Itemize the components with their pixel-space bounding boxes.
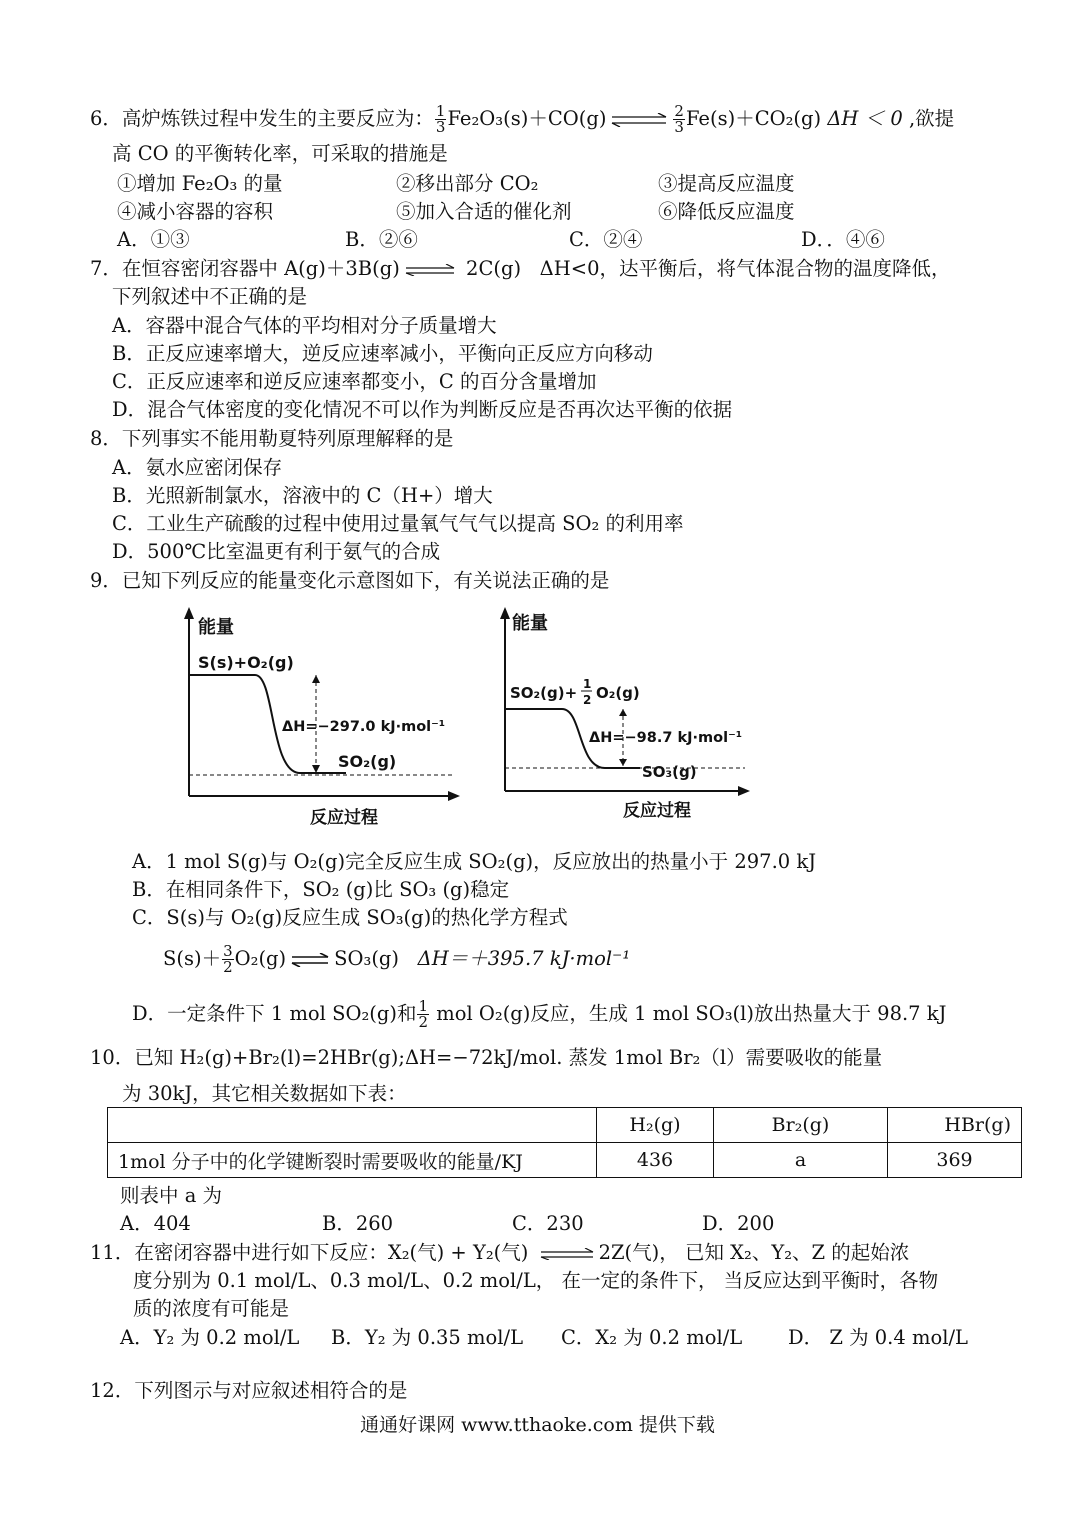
q9-stem: 9．已知下列反应的能量变化示意图如下，有关说法正确的是 (90, 569, 610, 592)
eq-frac-den: 2 (223, 958, 233, 976)
q8-option-a: A．氨水应密闭保存 (112, 456, 283, 479)
q11-stem-line3: 质的浓度有可能是 (133, 1297, 290, 1320)
product-label: SO₂(g) (338, 752, 397, 771)
reactant-frac-den: 2 (583, 693, 592, 707)
q10-option-d: D．200 (702, 1212, 775, 1235)
q9-option-d-frac (417, 999, 429, 1030)
q8-stem: 8．下列事实不能用勒夏特列原理解释的是 (90, 427, 454, 450)
eq-part1: S(s)＋ (163, 947, 222, 970)
arrow-down-icon (312, 765, 320, 773)
q7-option-b: B．正反应速率增大，逆反应速率减小，平衡向正反应方向移动 (112, 342, 653, 365)
q6-option-c: C．②④ (569, 228, 643, 251)
q7-stem-part2: 2C(g) (466, 257, 522, 280)
product-label: SO₃(g) (642, 763, 697, 781)
table-header-cell: HBr(g) (888, 1108, 1022, 1143)
table-cell: 1mol 分子中的化学键断裂时需要吸收的能量/KJ (108, 1143, 597, 1178)
y-axis-label: 能量 (198, 617, 234, 638)
eq-part2: O₂(g) (234, 947, 287, 970)
q6-option-b: B．②⑥ (345, 228, 418, 251)
q6-stem-suffix: ,欲提 (908, 107, 955, 130)
eq-delta-h: ΔH＝＋395.7 kJ·mol⁻¹ (417, 947, 631, 970)
q11-stem-part2: 2Z(气)， 已知 X₂、Y₂、Z 的起始浓 (598, 1241, 910, 1264)
q6-frac2-den: 3 (674, 118, 684, 136)
q9-option-b: B．在相同条件下，SO₂ (g)比 SO₃ (g)稳定 (132, 878, 510, 901)
eq-frac-num: 3 (223, 942, 233, 960)
delta-h-label: ΔH=−297.0 kJ·mol⁻¹ (282, 719, 446, 735)
q7-option-a: A．容器中混合气体的平均相对分子质量增大 (112, 314, 497, 337)
q11-stem-part1: 11．在密闭容器中进行如下反应：X₂(气) + Y₂(气) (90, 1241, 529, 1264)
q11-option-b: B．Y₂ 为 0.35 mol/L (331, 1326, 524, 1349)
arrow-up-icon (619, 709, 627, 716)
y-axis-arrow-icon (500, 607, 510, 619)
equilibrium-arrow-icon (610, 113, 668, 127)
q6-choice-2: ②移出部分 CO₂ (396, 172, 539, 195)
q12-stem: 12．下列图示与对应叙述相符合的是 (90, 1379, 408, 1402)
q8-option-d: D．500℃比室温更有利于氨气的合成 (112, 540, 441, 563)
q6-frac2-num: 2 (674, 102, 684, 120)
q6-frac1-num: 1 (435, 102, 446, 120)
eq-part3: SO₃(g) (334, 947, 400, 970)
table-cell: 369 (888, 1143, 1022, 1178)
table-header-cell: H₂(g) (597, 1108, 714, 1143)
q9-option-d-part2: mol O₂(g)反应，生成 1 mol SO₃(l)放出热量大于 98.7 kJ (436, 1002, 947, 1025)
eq-frac (222, 944, 234, 975)
q11-stem-line2: 度分别为 0.1 mol/L、0.3 mol/L、0.2 mol/L， 在一定的条件下， 当反应达到平衡时，各物 (133, 1269, 939, 1292)
q6-choice-5: ⑤加入合适的催化剂 (396, 200, 572, 223)
q10-option-a: A．404 (120, 1212, 191, 1235)
q7-stem-part1: 7．在恒容密闭容器中 A(g)＋3B(g) (90, 257, 400, 280)
q9-option-a: A．1 mol S(g)与 O₂(g)完全反应生成 SO₂(g)，反应放出的热量小于 297.0 kJ (132, 850, 817, 873)
q10-stem-line1: 10．已知 H₂(g)+Br₂(l)=2HBr(g);ΔH=−72kJ/mol. 蒸发 1mol Br₂（l）需要吸收的能量 (90, 1046, 883, 1069)
x-axis-label: 反应过程 (623, 801, 691, 821)
q9-option-d-frac-den: 2 (418, 1013, 429, 1031)
reactant-label: S(s)+O₂(g) (198, 653, 294, 672)
page-footer: 通通好课网 www.tthaoke.com 提供下载 (360, 1414, 715, 1436)
reactant-label-part2: O₂(g) (596, 684, 640, 702)
q9-option-d-frac-num: 1 (418, 997, 429, 1015)
reactant-label-part1: SO₂(g)+ (510, 684, 578, 702)
q6-reactants: Fe₂O₃(s)＋CO(g) (447, 107, 607, 130)
y-axis-arrow-icon (184, 607, 194, 619)
q11-option-d: D． Z 为 0.4 mol/L (788, 1326, 968, 1349)
q7-option-d: D．混合气体密度的变化情况不可以作为判断反应是否再次达平衡的依据 (112, 398, 733, 421)
table-row (108, 1143, 1022, 1178)
equilibrium-arrow-icon (404, 264, 456, 276)
q9-option-c: C．S(s)与 O₂(g)反应生成 SO₃(g)的热化学方程式 (132, 906, 568, 929)
q6-products: Fe(s)＋CO₂(g) (685, 107, 822, 130)
q6-choice-6: ⑥降低反应温度 (658, 200, 795, 223)
arrow-down-icon (619, 759, 627, 766)
q10-option-c: C．230 (512, 1212, 584, 1235)
q6-frac1 (435, 104, 447, 135)
q10-stem-line2: 为 30kJ，其它相关数据如下表： (122, 1082, 407, 1105)
q6-stem-prefix: 6．高炉炼铁过程中发生的主要反应为： (90, 107, 434, 130)
q11-option-a: A．Y₂ 为 0.2 mol/L (120, 1326, 300, 1349)
q6-stem-line1 (90, 104, 954, 135)
table-header-cell: Br₂(g) (714, 1108, 888, 1143)
q6-stem-line2: 高 CO 的平衡转化率，可采取的措施是 (112, 142, 448, 165)
reactant-frac-num: 1 (583, 677, 592, 691)
x-axis-arrow-icon (448, 791, 460, 801)
equilibrium-arrow-icon (290, 953, 330, 967)
q11-stem-line1 (90, 1241, 909, 1265)
q6-option-a: A．①③ (117, 228, 190, 251)
delta-h-label: ΔH=−98.7 kJ·mol⁻¹ (589, 730, 743, 746)
q6-choice-1: ①增加 Fe₂O₃ 的量 (117, 172, 283, 195)
q6-delta-h: ΔH ＜ 0 (827, 107, 903, 130)
q8-option-b: B．光照新制氯水，溶液中的 C（H+）增大 (112, 484, 493, 507)
q7-stem-line1 (90, 257, 951, 281)
q8-option-c: C．工业生产硫酸的过程中使用过量氧气气气以提高 SO₂ 的利用率 (112, 512, 684, 535)
q9-option-d-part1: D．一定条件下 1 mol SO₂(g)和 (132, 1002, 417, 1025)
q6-option-d: D．．④⑥ (801, 228, 885, 251)
q7-stem-part3: ΔH<0，达平衡后，将气体混合物的温度降低， (539, 257, 951, 280)
q6-choice-3: ③提高反应温度 (658, 172, 795, 195)
table-cell: a (714, 1143, 888, 1178)
energy-diagram-1 (170, 605, 470, 830)
table-cell: 436 (597, 1143, 714, 1178)
equilibrium-arrow-icon (539, 1248, 595, 1260)
q6-choice-4: ④减小容器的容积 (117, 200, 274, 223)
bond-energy-table (107, 1107, 1022, 1178)
table-header-row (108, 1108, 1022, 1143)
x-axis-label: 反应过程 (310, 808, 378, 828)
q7-option-c: C．正反应速率和逆反应速率都变小，C 的百分含量增加 (112, 370, 597, 393)
q9-option-c-equation (163, 944, 630, 975)
q10-option-b: B．260 (322, 1212, 394, 1235)
energy-diagram-2 (490, 605, 760, 830)
q11-option-c: C．X₂ 为 0.2 mol/L (561, 1326, 743, 1349)
y-axis-label: 能量 (512, 613, 548, 634)
q6-frac2 (673, 104, 685, 135)
q10-after-table: 则表中 a 为 (120, 1184, 223, 1207)
x-axis-arrow-icon (738, 786, 750, 796)
q9-option-d (132, 999, 946, 1030)
q6-frac1-den: 3 (435, 118, 446, 136)
arrow-up-icon (312, 675, 320, 683)
q7-stem-line2: 下列叙述中不正确的是 (112, 285, 308, 308)
table-header-cell (108, 1108, 597, 1143)
